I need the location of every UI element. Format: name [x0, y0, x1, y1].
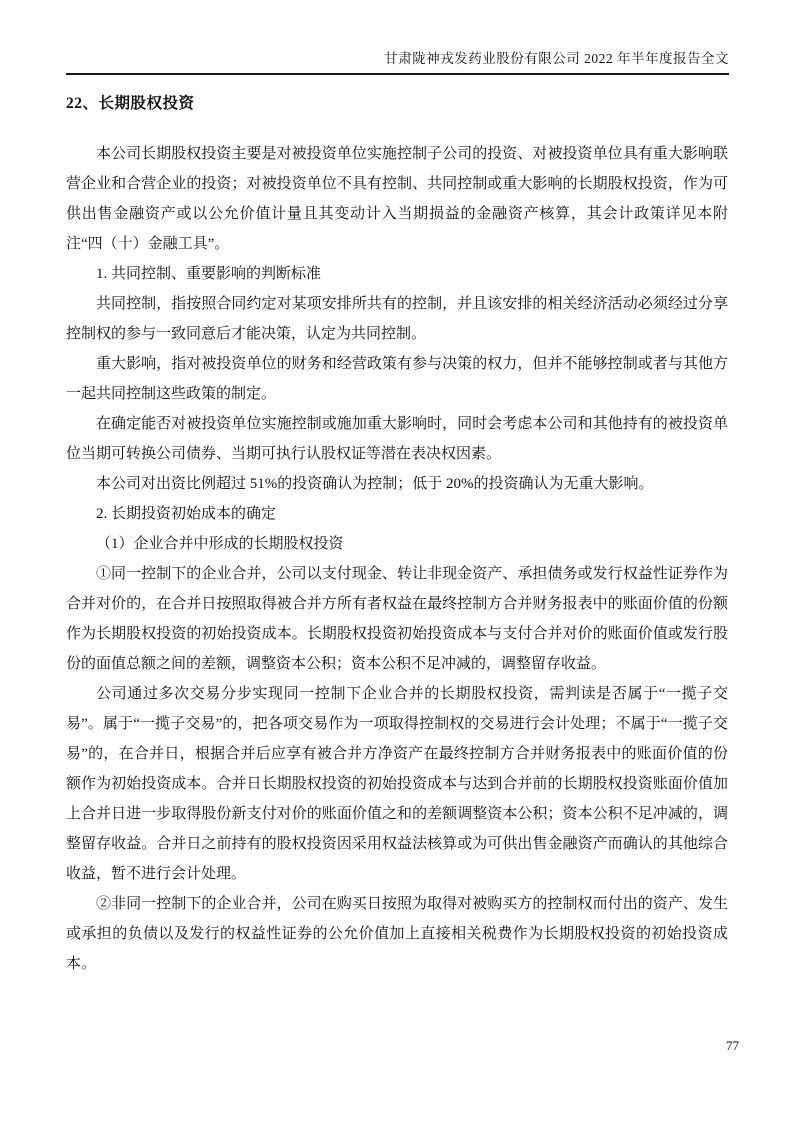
page-number: 77 — [726, 1038, 739, 1053]
paragraph: 本公司对出资比例超过 51%的投资确认为控制；低于 20%的投资确认为无重大影响。 — [96, 476, 654, 492]
paragraph: （1）企业合并中形成的长期股权投资 — [96, 536, 344, 552]
paragraph: 本公司长期股权投资主要是对被投资单位实施控制子公司的投资、对被投资单位具有重大影响联营企业和合营企业的投资；对被投资单位不具有控制、共同控制或重大影响的长期股权投资，作为可供出售金融资产或以公允价值计量且其变动计入当期损益的金融资产核算，其会计政策详见本附注“四（十）金融工具”。 — [66, 146, 728, 252]
paragraph: 公司通过多次交易分步实现同一控制下企业合并的长期股权投资，需判读是否属于“一揽子交易”。属于“一揽子交易”的，把各项交易作为一项取得控制权的交易进行会计处理；不属于“一揽子交易”的，在合并日，根据合并后应享有被合并方净资产在最终控制方合并财务报表中的账面价值的份额作为初始投资成本。合并日长期股权投资的初始投资成本与达到合并前的长期股权投资账面价值加上合并日进一步取得股份新支付对价的账面价值之和的差额调整资本公积；资本公积不足冲减的，调整留存收益。合并日之前持有的股权投资因采用权益法核算或为可供出售金融资产而确认的其他综合收益，暂不进行会计处理。 — [66, 686, 728, 882]
paragraph: 在确定能否对被投资单位实施控制或施加重大影响时，同时会考虑本公司和其他持有的被投资单位当期可转换公司债券、当期可执行认股权证等潜在表决权因素。 — [66, 416, 728, 462]
page-content — [66, 93, 728, 979]
paragraph: ①同一控制下的企业合并，公司以支付现金、转让非现金资产、承担债务或发行权益性证券作为合并对价的，在合并日按照取得被合并方所有者权益在最终控制方合并财务报表中的账面价值的份额作为长期股权投资的初始投资成本。长期股权投资初始投资成本与支付合并对价的账面价值或发行股份的面值总额之间的差额，调整资本公积；资本公积不足冲减的，调整留存收益。 — [66, 566, 728, 672]
body-paragraphs — [66, 139, 728, 979]
paragraph: 重大影响，指对被投资单位的财务和经营政策有参与决策的权力，但并不能够控制或者与其他方一起共同控制这些政策的制定。 — [66, 356, 728, 402]
paragraph: 共同控制，指按照合同约定对某项安排所共有的控制，并且该安排的相关经济活动必须经过分享控制权的参与一致同意后才能决策，认定为共同控制。 — [66, 296, 728, 342]
paragraph: ②非同一控制下的企业合并，公司在购买日按照为取得对被购买方的控制权而付出的资产、发生或承担的负债以及发行的权益性证券的公允价值加上直接相关税费作为长期股权投资的初始投资成本。 — [66, 896, 728, 972]
paragraph: 1. 共同控制、重要影响的判断标准 — [96, 266, 322, 282]
section-title: 22、长期股权投资 — [66, 95, 195, 112]
paragraph: 2. 长期投资初始成本的确定 — [96, 506, 277, 522]
page-header: 甘肃陇神戎发药业股份有限公司 2022 年半年度报告全文 — [66, 50, 729, 75]
